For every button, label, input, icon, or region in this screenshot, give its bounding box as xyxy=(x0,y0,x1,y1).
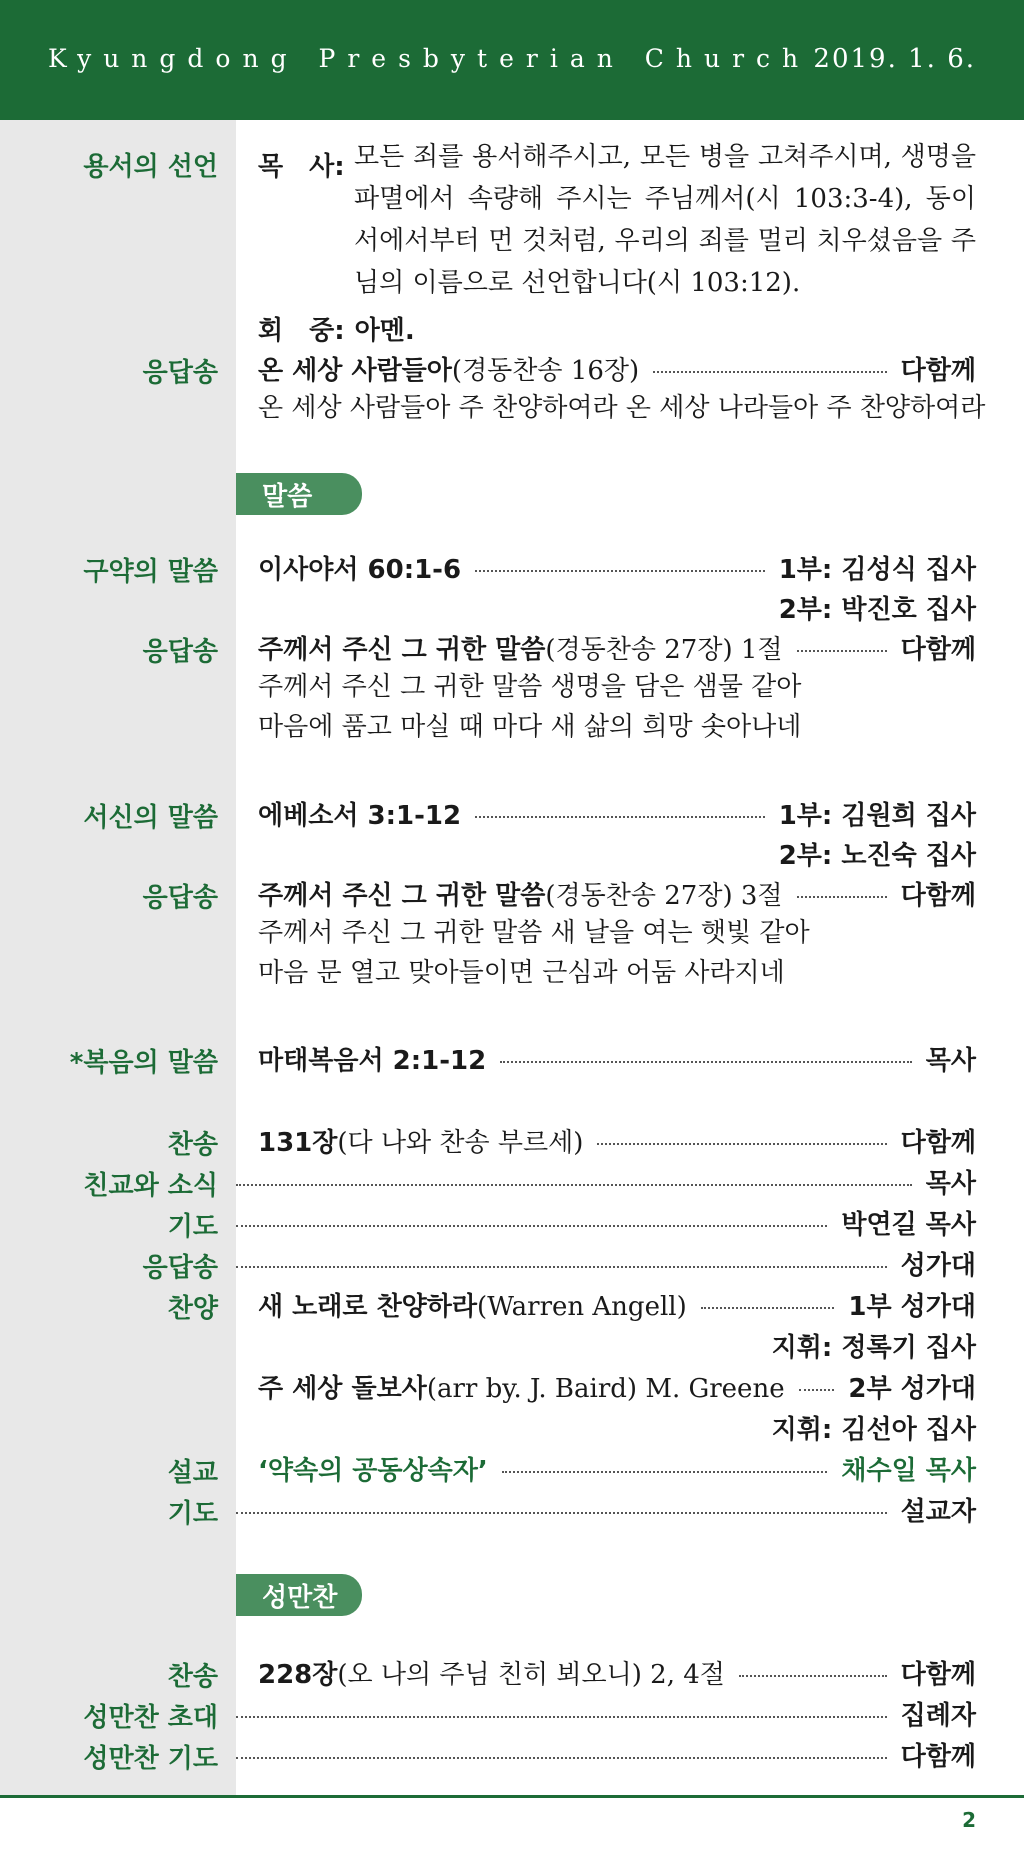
response3-lyrics-1: 주께서 주신 그 귀한 말씀 새 날을 여는 햇빛 같아 xyxy=(258,918,810,948)
response1-note: (경동찬송 16장) xyxy=(451,355,640,386)
response3-title: 주께서 주신 그 귀한 말씀 xyxy=(258,880,546,911)
leader-dots xyxy=(799,1389,835,1391)
ot-reading-label: 구약의 말씀 xyxy=(83,557,218,587)
sermon-preacher: 채수일 목사 xyxy=(841,1455,976,1486)
prayer2-row xyxy=(0,1489,1024,1529)
gospel-row xyxy=(0,1038,1024,1078)
anthem-title-1: 새 노래로 찬양하라 xyxy=(258,1291,478,1322)
leader-dots xyxy=(236,1184,912,1186)
communion-prayer-performer: 다함께 xyxy=(900,1741,976,1772)
anthem-conductor-2: 지휘: 김선아 집사 xyxy=(771,1414,976,1445)
anthem-performer-2: 2부 성가대 xyxy=(848,1373,976,1404)
ot-reading-row xyxy=(0,547,1024,587)
hymn1-row xyxy=(0,1120,1024,1160)
congregation-text: 아멘. xyxy=(354,315,415,346)
response4-label: 응답송 xyxy=(142,1253,218,1283)
anthem-row-2 xyxy=(0,1366,1024,1406)
leader-dots xyxy=(797,896,887,898)
epistle-reader-2: 2부: 노진숙 집사 xyxy=(778,840,976,871)
response2-label: 응답송 xyxy=(142,637,218,667)
response2-note: (경동찬송 27장) 1절 xyxy=(545,634,783,665)
leader-dots xyxy=(236,1225,827,1227)
leader-dots xyxy=(236,1757,887,1759)
leader-dots xyxy=(597,1143,886,1145)
section-badge-communion: 성만찬 xyxy=(236,1574,362,1616)
response1-title: 온 세상 사람들아 xyxy=(258,355,452,386)
anthem-title-2: 주 세상 돌보사 xyxy=(258,1373,427,1404)
sermon-title: ‘약속의 공동상속자’ xyxy=(258,1455,488,1486)
bulletin-date: 2019. 1. 6. xyxy=(813,44,976,74)
prayer1-row xyxy=(0,1202,1024,1242)
invitation-label: 성만찬 초대 xyxy=(83,1703,218,1733)
leader-dots xyxy=(236,1266,887,1268)
hymn1-note: (다 나와 찬송 부르세) xyxy=(337,1127,584,1158)
hymn1-title: 131장 xyxy=(258,1127,338,1158)
response1-label: 응답송 xyxy=(142,358,218,388)
invitation-row xyxy=(0,1693,1024,1733)
response4-performer: 성가대 xyxy=(900,1250,976,1281)
anthem-performer-1: 1부 성가대 xyxy=(848,1291,976,1322)
response2-row xyxy=(0,627,1024,667)
leader-dots xyxy=(475,816,765,818)
leader-dots xyxy=(500,1061,912,1063)
response2-title: 주께서 주신 그 귀한 말씀 xyxy=(258,634,546,665)
leader-dots xyxy=(797,650,887,652)
ot-reading-title: 이사야서 60:1-6 xyxy=(258,554,462,585)
page-number: 2 xyxy=(962,1808,976,1832)
hymn2-label: 찬송 xyxy=(167,1662,218,1692)
fellowship-performer: 목사 xyxy=(925,1168,976,1199)
leader-dots xyxy=(739,1675,887,1677)
congregation-row xyxy=(0,308,1024,348)
fellowship-label: 친교와 소식 xyxy=(83,1171,218,1201)
response3-label: 응답송 xyxy=(142,883,218,913)
communion-prayer-label: 성만찬 기도 xyxy=(83,1744,218,1774)
hymn2-row xyxy=(0,1652,1024,1692)
hymn2-performer: 다함께 xyxy=(900,1659,976,1690)
response1-row xyxy=(0,348,1024,388)
leader-dots xyxy=(502,1471,828,1473)
response1-performer: 다함께 xyxy=(900,355,976,386)
pastor-tag: 목 사: xyxy=(258,152,345,182)
gospel-title: 마태복음서 2:1-12 xyxy=(258,1045,487,1076)
ot-reader-1: 1부: 김성식 집사 xyxy=(778,554,976,585)
anthem-note-2: (arr by. J. Baird) M. Greene xyxy=(426,1373,785,1404)
footer-divider xyxy=(0,1795,1024,1798)
gospel-label: *복음의 말씀 xyxy=(69,1048,218,1078)
leader-dots xyxy=(236,1512,887,1514)
epistle-reader-1: 1부: 김원희 집사 xyxy=(778,800,976,831)
response3-performer: 다함께 xyxy=(900,880,976,911)
communion-prayer-row xyxy=(0,1734,1024,1774)
hymn2-note: (오 나의 주님 친히 뵈오니) 2, 4절 xyxy=(337,1659,725,1690)
anthem-conductor-1: 지휘: 정록기 집사 xyxy=(771,1332,976,1363)
church-name: Kyungdong Presbyterian Church xyxy=(48,44,811,73)
page-header xyxy=(0,0,1024,120)
prayer2-label: 기도 xyxy=(167,1499,218,1529)
response2-lyrics-2: 마음에 품고 마실 때 마다 새 삶의 희망 솟아나네 xyxy=(258,712,802,742)
section-badge-word: 말씀 xyxy=(236,473,362,515)
prayer2-performer: 설교자 xyxy=(900,1496,976,1527)
ot-reader-2: 2부: 박진호 집사 xyxy=(778,594,976,625)
gospel-reader: 목사 xyxy=(925,1045,976,1076)
response1-lyrics: 온 세상 사람들아 주 찬양하여라 온 세상 나라들아 주 찬양하여라 xyxy=(258,393,986,423)
invitation-performer: 집례자 xyxy=(900,1700,976,1731)
response2-lyrics-1: 주께서 주신 그 귀한 말씀 생명을 담은 샘물 같아 xyxy=(258,672,802,702)
prayer1-label: 기도 xyxy=(167,1212,218,1242)
hymn1-label: 찬송 xyxy=(167,1130,218,1160)
epistle-label: 서신의 말씀 xyxy=(83,803,218,833)
leader-dots xyxy=(475,570,765,572)
response3-row xyxy=(0,873,1024,913)
leader-dots xyxy=(236,1716,887,1718)
leader-dots xyxy=(653,371,887,373)
pastor-declaration-text: 모든 죄를 용서해주시고, 모든 병을 고쳐주시며, 생명을 파멸에서 속량해 주시는 주님께서(시 103:3-4), 동이 서에서부터 먼 것처럼, 우리의 죄를 멀리 치우셨음을 주님의 이름으로 선언합니다(시 103:12). xyxy=(354,142,976,298)
response3-note: (경동찬송 27장) 3절 xyxy=(545,880,783,911)
response3-lyrics-2: 마음 문 열고 맞아들이면 근심과 어둠 사라지네 xyxy=(258,958,785,988)
anthem-row-1 xyxy=(0,1284,1024,1324)
epistle-title: 에베소서 3:1-12 xyxy=(258,800,462,831)
declaration-label: 용서의 선언 xyxy=(83,152,218,182)
epistle-row xyxy=(0,793,1024,833)
fellowship-row xyxy=(0,1161,1024,1201)
hymn2-title: 228장 xyxy=(258,1659,338,1690)
anthem-label: 찬양 xyxy=(167,1294,218,1324)
response4-row xyxy=(0,1243,1024,1283)
response2-performer: 다함께 xyxy=(900,634,976,665)
sermon-row xyxy=(0,1448,1024,1488)
anthem-note-1: (Warren Angell) xyxy=(477,1291,687,1322)
prayer1-performer: 박연길 목사 xyxy=(841,1209,976,1240)
hymn1-performer: 다함께 xyxy=(900,1127,976,1158)
congregation-tag: 회 중: xyxy=(258,315,345,346)
leader-dots xyxy=(701,1307,835,1309)
sermon-label: 설교 xyxy=(167,1458,218,1488)
